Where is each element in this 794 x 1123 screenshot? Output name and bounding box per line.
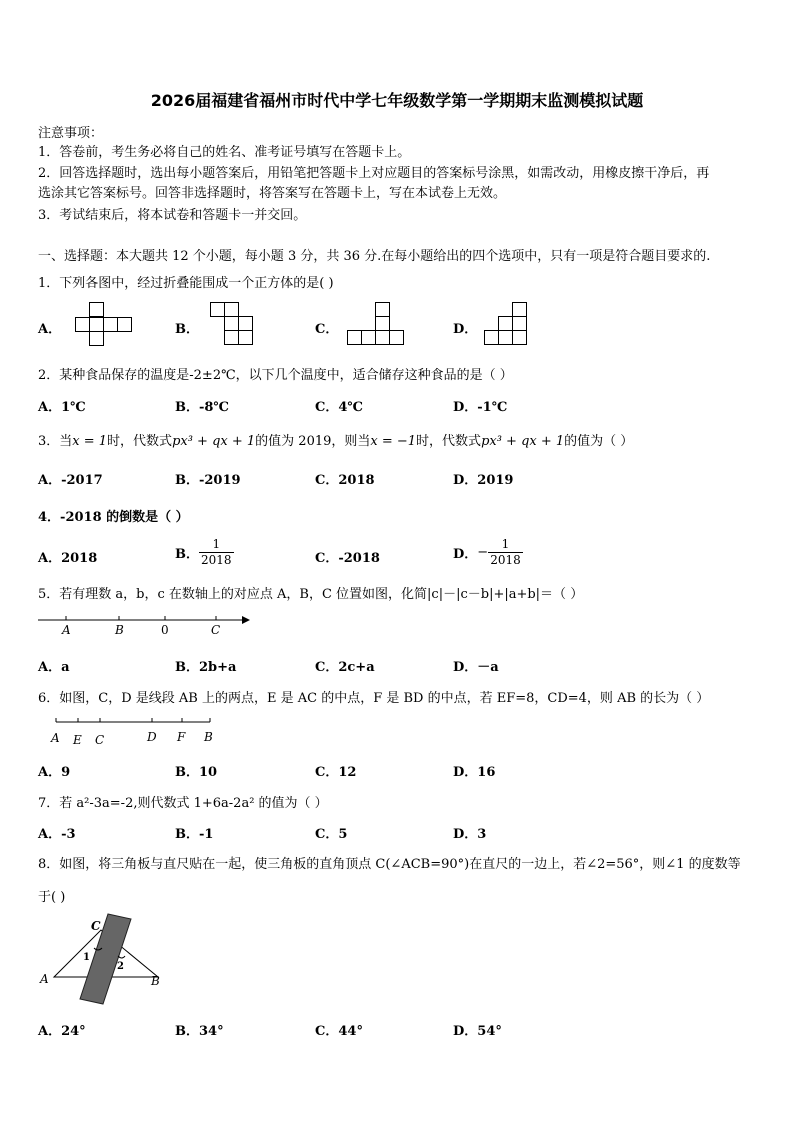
point-label: C bbox=[95, 733, 105, 747]
notes-heading: 注意事项： bbox=[38, 126, 104, 141]
q8-stem-line1: 8．如图，将三角板与直尺贴在一起，使三角板的直角顶点 C(∠ACB=90°)在直尺的一边上，若∠2=56°，则∠1 的度数等 bbox=[38, 857, 741, 872]
fraction-numerator: 1 bbox=[488, 537, 523, 553]
q5-option-b: B．2b+a bbox=[175, 660, 237, 675]
q3-option-d: D．2019 bbox=[453, 473, 514, 488]
q1-net-c bbox=[346, 301, 406, 347]
q5-option-d: D．－a bbox=[453, 660, 499, 675]
q5-option-a: A．a bbox=[38, 660, 70, 675]
q4-option-d bbox=[453, 537, 523, 568]
note-item: 2．回答选择题时，选出每小题答案后，用铅笔把答题卡上对应题目的答案标号涂黑，如需改动，用橡皮擦干净后，再 bbox=[38, 166, 710, 181]
note-item: 3．考试结束后，将本试卷和答题卡一并交回。 bbox=[38, 208, 307, 223]
arrow-head-icon bbox=[242, 616, 250, 624]
q7-option-d: D．3 bbox=[453, 827, 487, 842]
q3-option-a: A．-2017 bbox=[38, 473, 103, 488]
q5-stem: 5．若有理数 a，b，c 在数轴上的对应点 A，B，C 位置如图，化简|c|－|c－b|+|a+b|＝（ ） bbox=[38, 587, 584, 602]
q3-option-c: C．2018 bbox=[315, 473, 375, 488]
q5-option-c: C．2c+a bbox=[315, 660, 375, 675]
minus-sign: − bbox=[477, 545, 489, 560]
q3-option-b: B．-2019 bbox=[175, 473, 241, 488]
vertex-label: B bbox=[151, 974, 160, 988]
q8-option-c: C．44° bbox=[315, 1024, 363, 1039]
q1-stem: 1．下列各图中，经过折叠能围成一个正方体的是( ) bbox=[38, 276, 334, 291]
q2-option-d: D．-1℃ bbox=[453, 400, 508, 415]
q2-stem: 2．某种食品保存的温度是-2±2℃，以下几个温度中，适合储存这种食品的是（ ） bbox=[38, 368, 513, 383]
q1-option-a-label: A． bbox=[38, 322, 62, 337]
q6-stem: 6．如图，C，D 是线段 AB 上的两点，E 是 AC 的中点，F 是 BD 的中点，若 EF=8，CD=4，则 AB 的长为（ ） bbox=[38, 691, 710, 706]
q4-option-a: A．2018 bbox=[38, 551, 98, 566]
q4-option-b bbox=[175, 537, 234, 568]
q2-option-a: A．1℃ bbox=[38, 400, 86, 415]
angle-label: 2 bbox=[117, 961, 124, 972]
q6-option-b: B．10 bbox=[175, 765, 218, 780]
q3-text: 时，代数式 bbox=[416, 434, 482, 449]
q7-option-b: B．-1 bbox=[175, 827, 214, 842]
q3-math: x = 1 bbox=[72, 434, 108, 449]
q6-option-d: D．16 bbox=[453, 765, 496, 780]
point-label: E bbox=[73, 733, 82, 747]
q8-stem-line2: 于( ) bbox=[38, 890, 66, 905]
fraction bbox=[199, 537, 234, 568]
q3-math: x = −1 bbox=[370, 434, 417, 449]
note-item: 选涂其它答案标号。回答非选择题时，将答案写在答题卡上，写在本试卷上无效。 bbox=[38, 186, 507, 201]
q7-option-a: A．-3 bbox=[38, 827, 76, 842]
q4-option-b-label: B． bbox=[175, 547, 199, 562]
page-title: 2026届福建省福州市时代中学七年级数学第一学期期末监测模拟试题 bbox=[150, 91, 644, 110]
q6-segment-diagram bbox=[46, 714, 226, 748]
q6-option-a: A．9 bbox=[38, 765, 71, 780]
fraction bbox=[488, 537, 523, 568]
q8-option-b: B．34° bbox=[175, 1024, 224, 1039]
point-label: F bbox=[177, 730, 186, 744]
q1-net-a bbox=[74, 302, 134, 347]
q8-option-d: D．54° bbox=[453, 1024, 502, 1039]
vertex-label: C bbox=[91, 919, 101, 933]
point-label: D bbox=[147, 730, 157, 744]
fraction-denominator: 2018 bbox=[490, 553, 521, 567]
q1-net-d bbox=[483, 301, 529, 347]
fraction-denominator: 2018 bbox=[201, 553, 232, 567]
q3-text: 3．当 bbox=[38, 434, 73, 449]
q2-option-b: B．-8℃ bbox=[175, 400, 230, 415]
q1-net-b bbox=[210, 302, 256, 348]
q6-option-c: C．12 bbox=[315, 765, 357, 780]
section-heading: 一、选择题：本大题共 12 个小题，每小题 3 分，共 36 分.在每小题给出的四个选项中，只有一项是符合题目要求的. bbox=[38, 249, 711, 264]
q4-option-d-label: D． bbox=[453, 547, 478, 562]
q5-number-line bbox=[36, 612, 256, 642]
q7-stem: 7．若 a²-3a=-2,则代数式 1+6a-2a² 的值为（ ） bbox=[38, 796, 328, 811]
axis-label: 0 bbox=[161, 623, 169, 637]
point-label: B bbox=[204, 730, 213, 744]
q4-option-c: C．-2018 bbox=[315, 551, 380, 566]
axis-label: A bbox=[62, 623, 71, 637]
q3-stem bbox=[38, 430, 633, 449]
q1-option-c-label: C． bbox=[315, 322, 339, 337]
q3-text: 的值为 2019，则当 bbox=[255, 434, 371, 449]
axis-label: C bbox=[211, 623, 221, 637]
q3-text: 的值为（ ） bbox=[564, 434, 634, 449]
note-item: 1．答卷前，考生务必将自己的姓名、准考证号填写在答题卡上。 bbox=[38, 145, 411, 160]
q4-stem: 4．-2018 的倒数是（ ） bbox=[38, 510, 189, 525]
q3-math: px³ + qx + 1 bbox=[172, 434, 256, 449]
q8-triangle-ruler-diagram bbox=[36, 912, 176, 1008]
q7-option-c: C．5 bbox=[315, 827, 348, 842]
q3-text: 时，代数式 bbox=[107, 434, 173, 449]
q1-option-b-label: B． bbox=[175, 322, 199, 337]
axis-label: B bbox=[115, 623, 124, 637]
angle-label: 1 bbox=[83, 952, 90, 963]
q3-math: px³ + qx + 1 bbox=[481, 434, 565, 449]
q2-option-c: C．4℃ bbox=[315, 400, 363, 415]
point-label: A bbox=[51, 731, 60, 745]
fraction-numerator: 1 bbox=[199, 537, 234, 553]
vertex-label: A bbox=[40, 972, 49, 986]
q1-option-d-label: D． bbox=[453, 322, 478, 337]
q8-option-a: A．24° bbox=[38, 1024, 86, 1039]
